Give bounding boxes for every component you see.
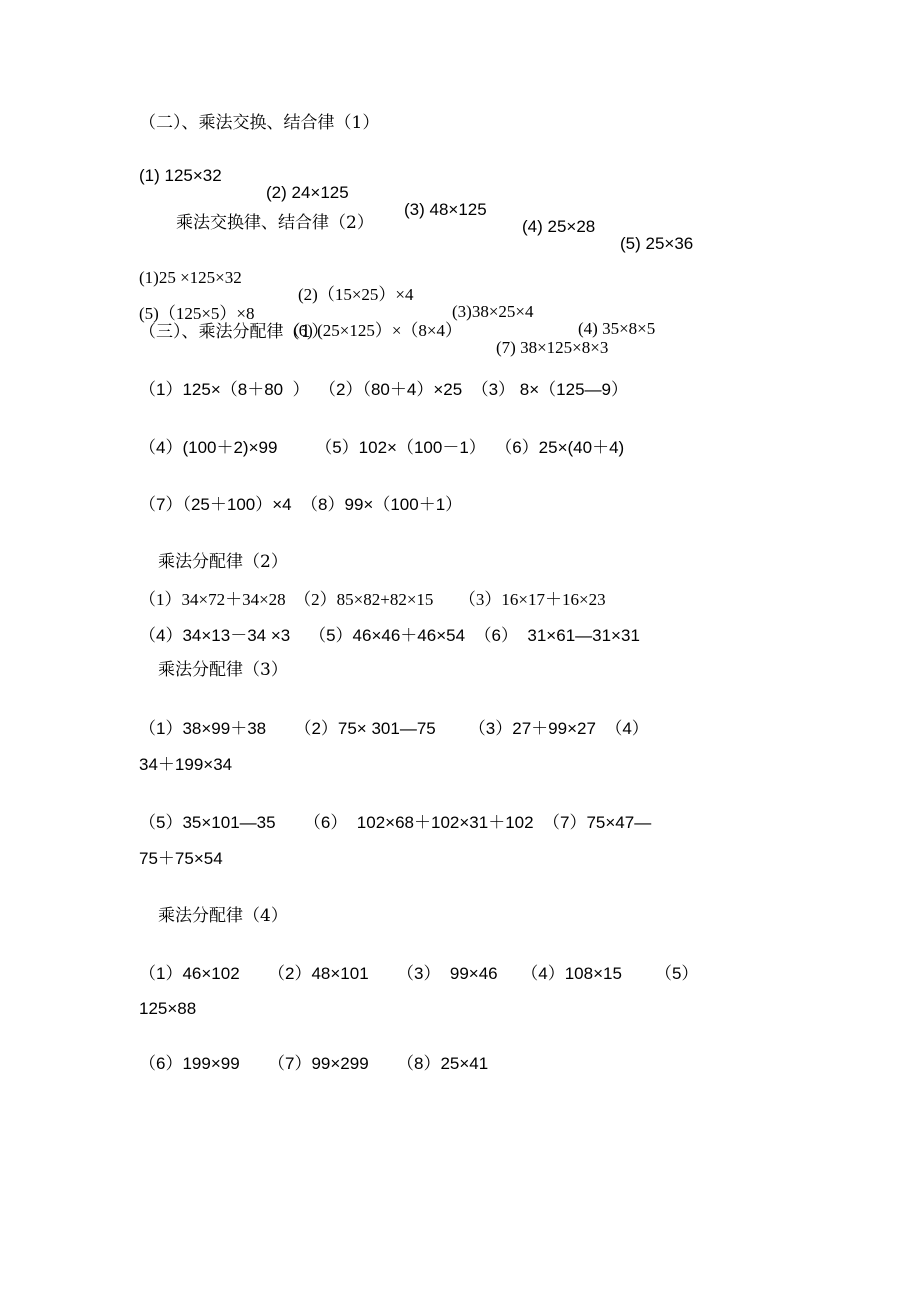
problem-row: （7）（25＋100）×4 （8）99×（100＋1） xyxy=(139,495,463,514)
problem-item: (3) 48×125 xyxy=(404,200,487,219)
problem-row-continued: 125×88 xyxy=(139,999,197,1018)
problem-item: (5)（125×5）×8 xyxy=(139,304,255,323)
problem-row: （1）34×72＋34×28 （2）85×82+82×15 （3）16×17＋16×23 xyxy=(139,590,606,609)
section-heading-distributive-1: （三）、乘法分配律（1） xyxy=(139,322,329,342)
problem-item: (7) 38×125×8×3 xyxy=(496,338,609,357)
problem-row: （1）46×102 （2）48×101 （3） 99×46 （4）108×15 （5） xyxy=(139,964,699,983)
section-heading-commutative-associative-1: （二）、乘法交换、结合律（1） xyxy=(139,113,380,133)
problem-row: （4）34×13－34 ×3 （5）46×46＋46×54 （6） 31×61—31×31 xyxy=(139,626,640,645)
problem-row-continued: 75＋75×54 xyxy=(139,849,223,868)
problem-row-continued: 34＋199×34 xyxy=(139,755,233,774)
problem-row: （6）199×99 （7）99×299 （8）25×41 xyxy=(139,1054,489,1073)
problem-item: (4) 35×8×5 xyxy=(578,319,656,338)
problem-item: (5) 25×36 xyxy=(620,234,694,253)
problem-row: （4）(100＋2)×99 （5）102×（100－1） （6）25×(40＋4) xyxy=(139,438,625,457)
problem-row: （1）38×99＋38 （2）75× 301—75 （3）27＋99×27 （4） xyxy=(139,719,649,738)
problem-row: （5）35×101—35 （6） 102×68＋102×31＋102 （7）75×47— xyxy=(139,813,652,832)
section-heading-commutative-associative-2: 乘法交换律、结合律（2） xyxy=(176,213,374,233)
section-heading-distributive-4: 乘法分配律（4） xyxy=(158,906,288,926)
problem-item: (2) 24×125 xyxy=(266,183,349,202)
section-heading-distributive-2: 乘法分配律（2） xyxy=(158,552,288,572)
problem-item: (1) 125×32 xyxy=(139,166,222,185)
section-heading-distributive-3: 乘法分配律（3） xyxy=(158,660,288,680)
problem-item: (4) 25×28 xyxy=(522,217,596,236)
problem-item: (3)38×25×4 xyxy=(452,302,534,321)
problem-item: (1)25 ×125×32 xyxy=(139,268,242,287)
problem-item: (6) (25×125）×（8×4） xyxy=(293,321,462,340)
problem-row: （1）125×（8＋80 ） （2）（80＋4）×25 （3） 8×（125—9） xyxy=(139,380,628,399)
problem-item: (2)（15×25）×4 xyxy=(298,285,414,304)
